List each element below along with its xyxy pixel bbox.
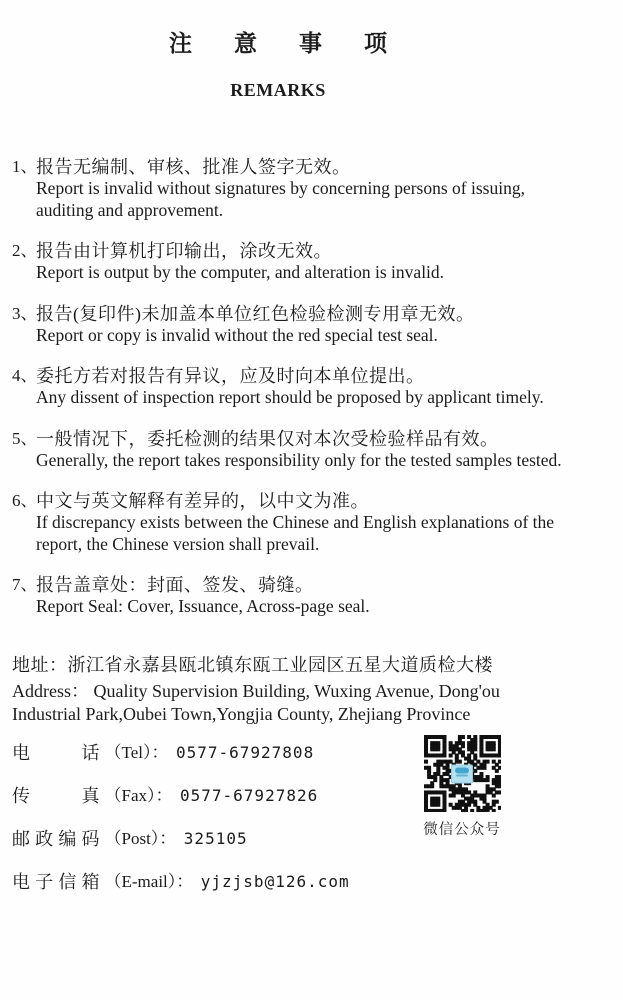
remark-item-body	[36, 428, 581, 472]
remark-text-chinese: 报告无编制、审核、批准人签字无效。	[36, 157, 351, 177]
address-block	[0, 654, 587, 726]
remark-text-chinese: 报告由计算机打印输出，涂改无效。	[36, 241, 332, 261]
contact-value: 0577-67927808	[175, 742, 315, 762]
remark-item-number: 1、	[12, 157, 38, 176]
contact-block	[0, 741, 623, 893]
page-title-english: REMARKS	[230, 80, 326, 100]
page-title-chinese: 注意事项	[169, 31, 429, 56]
remark-text-chinese: 一般情况下，委托检测的结果仅对本次受检验样品有效。	[36, 428, 499, 449]
qr-code	[424, 735, 501, 812]
remark-text-english: Report is invalid without signatures by concerning persons of issuing, auditing and approvement.	[36, 178, 525, 220]
remark-item	[12, 428, 623, 472]
remark-item-body	[36, 303, 581, 347]
remark-text-english: Any dissent of inspection report should be proposed by applicant timely.	[36, 387, 544, 407]
contact-label-english: （Tel）：	[104, 742, 169, 762]
remark-text-english: Generally, the report takes responsibility only for the tested samples tested.	[36, 449, 562, 470]
remark-item-body	[36, 240, 581, 284]
remark-text-english: Report or copy is invalid without the red special test seal.	[36, 324, 438, 345]
contact-row	[12, 827, 623, 850]
contact-label-chinese: 传真	[12, 785, 100, 806]
remark-text-english: If discrepancy exists between the Chinese and English explanations of the report, the Chinese version shall prevail.	[36, 512, 555, 554]
remarks-list	[0, 156, 623, 618]
remark-item-number: 2、	[12, 241, 38, 260]
remark-text-english: Report Seal: Cover, Issuance, Across-page seal.	[36, 596, 370, 616]
page-header	[0, 30, 556, 101]
qr-center-logo	[451, 764, 473, 783]
remark-item	[12, 156, 623, 221]
contact-value: yjzjsb@126.com	[200, 871, 350, 891]
remark-text-chinese: 中文与英文解释有差异的，以中文为准。	[36, 491, 369, 511]
contact-value: 0577-67927826	[180, 785, 319, 805]
contact-row	[12, 741, 623, 764]
remark-item-number: 5、	[12, 428, 38, 448]
remark-text-english: Report is output by the computer, and alteration is invalid.	[36, 262, 445, 282]
remark-item	[12, 240, 623, 284]
remark-item	[12, 574, 623, 618]
remark-item	[12, 303, 623, 347]
wechat-qr-block	[423, 735, 501, 839]
remark-item-body	[36, 574, 581, 618]
address-line-chinese: 地址：浙江省永嘉县瓯北镇东瓯工业园区五星大道质检大楼	[12, 654, 493, 675]
remark-text-chinese: 报告(复印件)未加盖本单位红色检验检测专用章无效。	[36, 303, 475, 324]
contact-label-chinese: 电子信箱	[12, 871, 100, 892]
address-line-english: Address： Quality Supervision Building, Wuxing Avenue, Dong'ou Industrial Park,Oubei Town,Yongjia County, Zhejiang Province	[12, 680, 500, 724]
qr-logo-text-line	[456, 774, 468, 776]
contact-label-chinese: 电话	[12, 742, 100, 763]
remark-item-number: 7、	[12, 575, 38, 594]
remark-text-chinese: 委托方若对报告有异议，应及时向本单位提出。	[36, 366, 425, 386]
remark-item-body	[36, 156, 581, 221]
remark-item-number: 6、	[12, 491, 38, 510]
contact-label-english: （E-mail）：	[104, 871, 194, 891]
remark-item-number: 3、	[12, 303, 38, 323]
remark-item-body	[36, 365, 581, 409]
remark-text-chinese: 报告盖章处：封面、签发、骑缝。	[36, 575, 314, 595]
remark-item	[12, 490, 623, 555]
remark-item-body	[36, 490, 581, 555]
contact-row	[12, 784, 623, 807]
contact-label-chinese: 邮政编码	[12, 828, 100, 849]
contact-value: 325105	[183, 828, 248, 848]
remark-item-number: 4、	[12, 366, 38, 385]
qr-logo-glyph	[455, 767, 469, 773]
contact-label-english: （Post）：	[104, 828, 177, 848]
contact-row	[12, 870, 623, 893]
remark-item	[12, 365, 623, 409]
qr-caption: 微信公众号	[423, 822, 501, 838]
contact-label-english: （Fax）：	[104, 785, 173, 805]
